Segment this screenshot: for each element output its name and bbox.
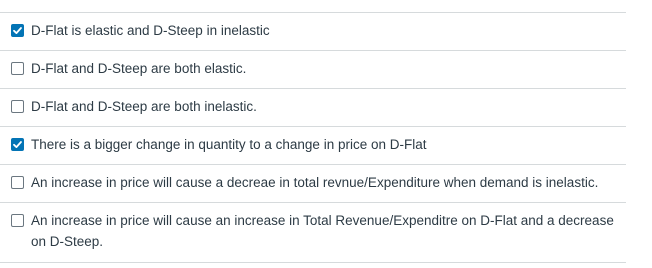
answer-option-5[interactable]	[0, 165, 626, 203]
checkbox-option-6[interactable]	[11, 214, 24, 227]
answer-option-4[interactable]	[0, 127, 626, 165]
option-2-label: D-Flat and D-Steep are both elastic.	[31, 61, 247, 76]
option-6-label: An increase in price will cause an increase in Total Revenue/Expenditre on D-Flat and a decrease on D-Steep.	[31, 213, 614, 249]
checkbox-option-5[interactable]	[11, 176, 24, 189]
checkbox-option-2[interactable]	[11, 62, 24, 75]
option-4-label: There is a bigger change in quantity to a change in price on D-Flat	[31, 137, 427, 152]
answer-options-list	[0, 12, 626, 263]
checkbox-option-1[interactable]	[11, 24, 24, 37]
checkbox-option-4[interactable]	[11, 138, 24, 151]
answer-option-1[interactable]	[0, 13, 626, 51]
option-1-label: D-Flat is elastic and D-Steep in inelastic	[31, 23, 270, 38]
answer-option-6[interactable]	[0, 203, 626, 263]
checkbox-option-3[interactable]	[11, 100, 24, 113]
checkmark-icon	[12, 139, 23, 150]
option-5-label: An increase in price will cause a decreae in total revnue/Expenditure when demand is inelastic.	[31, 175, 599, 190]
answer-option-2[interactable]	[0, 51, 626, 89]
checkmark-icon	[12, 25, 23, 36]
answer-option-3[interactable]	[0, 89, 626, 127]
option-3-label: D-Flat and D-Steep are both inelastic.	[31, 99, 257, 114]
